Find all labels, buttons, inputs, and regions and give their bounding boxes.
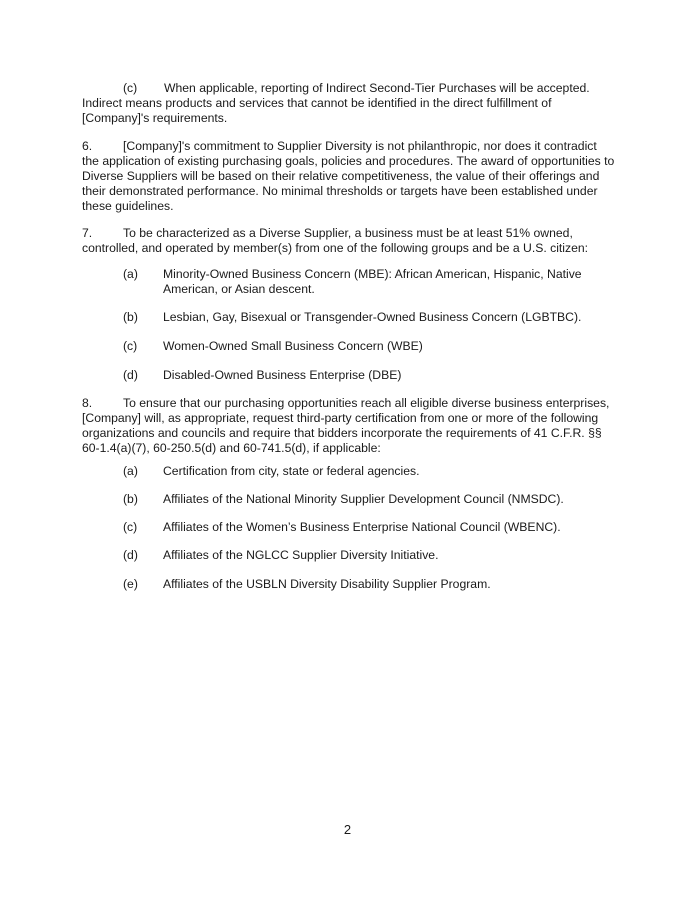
list-item-label: (d) — [123, 368, 138, 382]
paragraph-6-number: 6. — [82, 139, 93, 153]
list-item — [123, 520, 603, 535]
paragraph-6 — [82, 139, 617, 214]
list-item-label: (c) — [123, 520, 138, 534]
list-item-text: Disabled-Owned Business Enterprise (DBE) — [163, 368, 402, 382]
list-item-label: (b) — [123, 310, 138, 324]
list-item-text: Affiliates of the USBLN Diversity Disability Supplier Program. — [163, 577, 491, 591]
paragraph-8-number: 8. — [82, 396, 93, 410]
list-item — [123, 339, 603, 354]
list-item-label: (a) — [123, 267, 138, 281]
list-item-text: Certification from city, state or federal agencies. — [163, 464, 420, 478]
list-item-label: (d) — [123, 548, 138, 562]
list-item-text: Women-Owned Small Business Concern (WBE) — [163, 339, 423, 353]
list-item-text: Affiliates of the NGLCC Supplier Diversity Initiative. — [163, 548, 439, 562]
list-item — [123, 368, 603, 383]
paragraph-c — [82, 81, 617, 126]
list-item — [123, 492, 603, 507]
list-item-text: Affiliates of the National Minority Supplier Development Council (NMSDC). — [163, 492, 564, 506]
list-item-text: Minority-Owned Business Concern (MBE): African American, Hispanic, Native American, or Asian descent. — [163, 267, 582, 296]
list-item — [123, 464, 603, 479]
list-item — [123, 548, 603, 563]
paragraph-c-first-line: When applicable, reporting of Indirect Second-Tier Purchases will be accepted. — [164, 81, 590, 95]
page-number: 2 — [343, 822, 352, 837]
paragraph-7-text: To be characterized as a Diverse Supplier, a business must be at least 51% owned, controlled, and operated by member(s) from one of the following groups and be a U.S. citizen: — [82, 226, 589, 255]
paragraph-c-rest: Indirect means products and services that cannot be identified in the direct fulfillment of [Company]'s requirements. — [82, 96, 552, 125]
list-item-label: (c) — [123, 339, 138, 353]
list-item-label: (a) — [123, 464, 138, 478]
list-item-text: Affiliates of the Women’s Business Enterprise National Council (WBENC). — [163, 520, 561, 534]
paragraph-8 — [82, 396, 617, 456]
paragraph-c-label: (c) — [123, 81, 138, 95]
paragraph-7-number: 7. — [82, 226, 93, 240]
paragraph-6-text: [Company]'s commitment to Supplier Diversity is not philanthropic, nor does it contradict the application of existing purchasing goals, policies and procedures. The award of opportunities to Diverse Suppliers will be based on their relative competitiveness, the value of their offerings and their demonstrated performance. No minimal thresholds or targets have been established under these guidelines. — [82, 139, 615, 213]
list-item — [123, 577, 603, 592]
list-item-label: (e) — [123, 577, 138, 591]
list-item-label: (b) — [123, 492, 138, 506]
paragraph-7 — [82, 226, 617, 256]
paragraph-8-text: To ensure that our purchasing opportunities reach all eligible diverse business enterprises, [Company] will, as appropriate, request third-party certification from one or more of the following organizations and councils and require that bidders incorporate the requirements of 41 C.F.R. §§ 60-1.4(a)(7), 60-250.5(d) and 60-741.5(d), if applicable: — [82, 396, 610, 455]
list-item — [123, 310, 603, 325]
list-item — [123, 267, 603, 297]
list-item-text: Lesbian, Gay, Bisexual or Transgender-Owned Business Concern (LGBTBC). — [163, 310, 582, 324]
